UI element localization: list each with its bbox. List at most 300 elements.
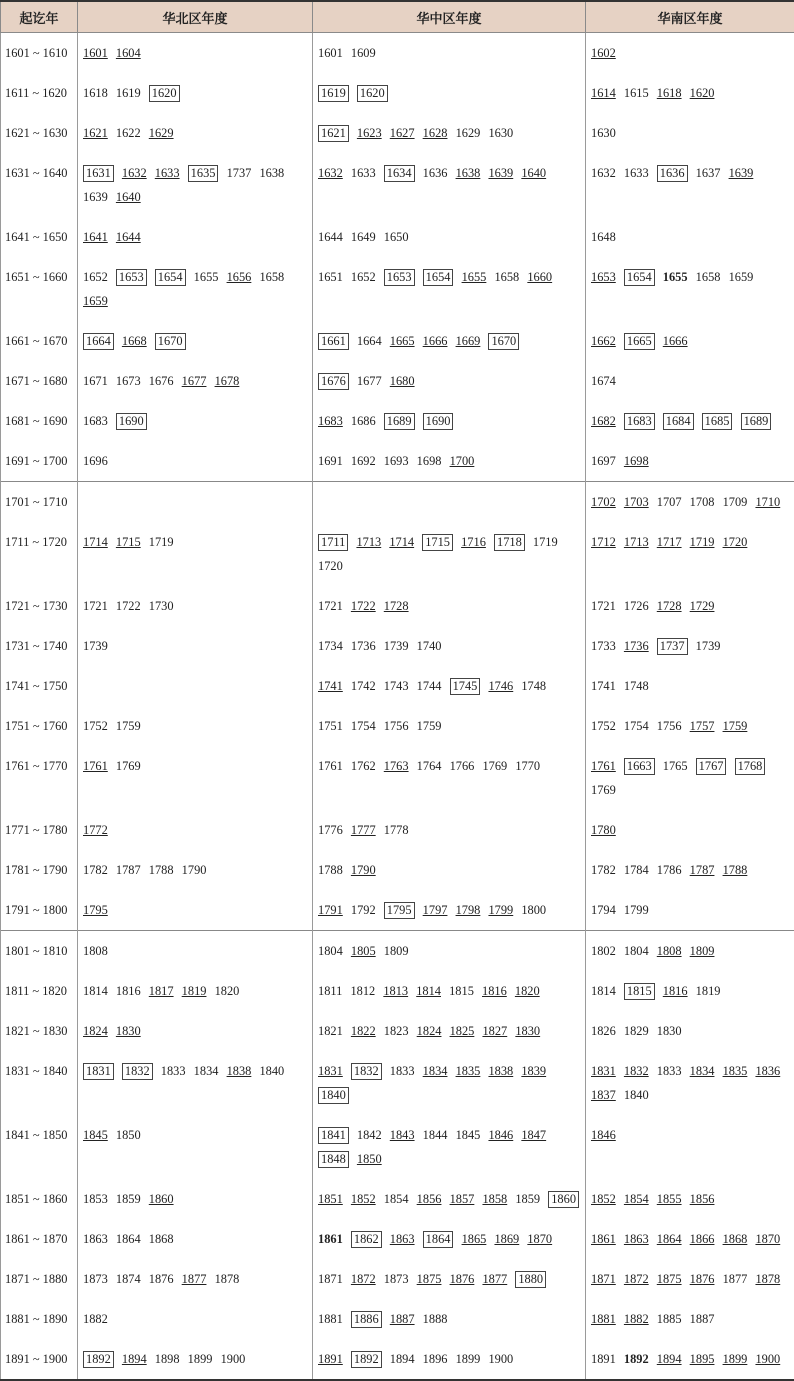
year-value: 1868 xyxy=(149,1227,174,1251)
year-value: 1689 xyxy=(741,413,772,430)
north-years-cell xyxy=(78,73,313,113)
year-value: 1742 xyxy=(351,674,376,698)
year-value: 1677 xyxy=(357,369,382,393)
table-row xyxy=(1,33,794,74)
south-years-cell xyxy=(586,153,794,217)
year-value: 1899 xyxy=(723,1347,748,1371)
year-value: 1644 xyxy=(116,225,141,249)
year-value: 1872 xyxy=(624,1267,649,1291)
year-value: 1833 xyxy=(657,1059,682,1083)
year-value: 1743 xyxy=(384,674,409,698)
year-value: 1655 xyxy=(663,265,688,289)
central-years-cell xyxy=(313,522,586,586)
year-value: 1834 xyxy=(690,1059,715,1083)
year-value: 1658 xyxy=(696,265,721,289)
year-range-cell: 1601 ~ 1610 xyxy=(1,33,78,74)
year-value: 1838 xyxy=(227,1059,252,1083)
year-value: 1654 xyxy=(423,269,454,286)
year-value: 1863 xyxy=(83,1227,108,1251)
table-row xyxy=(1,971,794,1011)
north-years-cell xyxy=(78,850,313,890)
north-years-cell xyxy=(78,257,313,321)
year-value: 1830 xyxy=(116,1019,141,1043)
year-range-cell: 1691 ~ 1700 xyxy=(1,441,78,482)
year-range-cell: 1761 ~ 1770 xyxy=(1,746,78,810)
year-value: 1860 xyxy=(149,1187,174,1211)
south-years-cell xyxy=(586,441,794,482)
year-value: 1745 xyxy=(450,678,481,695)
table-row xyxy=(1,73,794,113)
year-value: 1712 xyxy=(591,530,616,554)
year-value: 1825 xyxy=(450,1019,475,1043)
central-years-cell xyxy=(313,153,586,217)
year-value: 1686 xyxy=(351,409,376,433)
year-value: 1790 xyxy=(351,858,376,882)
year-value: 1633 xyxy=(155,161,180,185)
central-years-cell xyxy=(313,361,586,401)
year-value: 1722 xyxy=(351,594,376,618)
north-years-cell xyxy=(78,522,313,586)
year-value: 1640 xyxy=(521,161,546,185)
year-value: 1754 xyxy=(351,714,376,738)
year-value: 1746 xyxy=(488,674,513,698)
year-value: 1719 xyxy=(690,530,715,554)
south-years-cell xyxy=(586,113,794,153)
central-years-cell xyxy=(313,626,586,666)
north-years-cell xyxy=(78,321,313,361)
year-range-cell: 1711 ~ 1720 xyxy=(1,522,78,586)
south-years-cell xyxy=(586,850,794,890)
year-value: 1850 xyxy=(116,1123,141,1147)
year-value: 1873 xyxy=(384,1267,409,1291)
year-value: 1777 xyxy=(351,818,376,842)
year-value: 1864 xyxy=(657,1227,682,1251)
year-value: 1876 xyxy=(690,1267,715,1291)
year-value: 1654 xyxy=(624,269,655,286)
year-value: 1885 xyxy=(657,1307,682,1331)
year-value: 1693 xyxy=(384,449,409,473)
year-value: 1787 xyxy=(116,858,141,882)
year-value: 1623 xyxy=(357,121,382,145)
year-value: 1784 xyxy=(624,858,649,882)
year-value: 1718 xyxy=(494,534,525,551)
year-value: 1877 xyxy=(482,1267,507,1291)
header-north: 华北区年度 xyxy=(78,1,313,33)
year-value: 1765 xyxy=(663,754,688,778)
north-years-cell xyxy=(78,626,313,666)
year-value: 1768 xyxy=(735,758,766,775)
year-value: 1790 xyxy=(182,858,207,882)
header-south: 华南区年度 xyxy=(586,1,794,33)
year-value: 1817 xyxy=(149,979,174,1003)
table-row xyxy=(1,1051,794,1115)
year-value: 1763 xyxy=(384,754,409,778)
year-value: 1832 xyxy=(122,1063,153,1080)
south-years-cell xyxy=(586,586,794,626)
year-value: 1629 xyxy=(149,121,174,145)
year-value: 1813 xyxy=(383,979,408,1003)
year-range-cell: 1871 ~ 1880 xyxy=(1,1259,78,1299)
year-range-cell: 1771 ~ 1780 xyxy=(1,810,78,850)
year-value: 1852 xyxy=(591,1187,616,1211)
year-value: 1739 xyxy=(83,634,108,658)
year-value: 1631 xyxy=(83,165,114,182)
year-value: 1632 xyxy=(122,161,147,185)
year-value: 1713 xyxy=(624,530,649,554)
year-value: 1748 xyxy=(624,674,649,698)
year-value: 1868 xyxy=(723,1227,748,1251)
year-range-cell: 1781 ~ 1790 xyxy=(1,850,78,890)
year-range-cell: 1651 ~ 1660 xyxy=(1,257,78,321)
central-years-cell xyxy=(313,666,586,706)
year-value: 1756 xyxy=(384,714,409,738)
south-years-cell xyxy=(586,257,794,321)
year-value: 1836 xyxy=(755,1059,780,1083)
year-value: 1652 xyxy=(83,265,108,289)
year-range-cell: 1631 ~ 1640 xyxy=(1,153,78,217)
year-value: 1805 xyxy=(351,939,376,963)
year-value: 1882 xyxy=(83,1307,108,1331)
north-years-cell xyxy=(78,482,313,523)
year-value: 1861 xyxy=(318,1227,343,1251)
table-row xyxy=(1,1011,794,1051)
year-value: 1633 xyxy=(624,161,649,185)
year-value: 1629 xyxy=(456,121,481,145)
year-value: 1832 xyxy=(624,1059,649,1083)
year-value: 1682 xyxy=(591,409,616,433)
year-value: 1820 xyxy=(215,979,240,1003)
year-value: 1683 xyxy=(624,413,655,430)
year-value: 1632 xyxy=(591,161,616,185)
central-years-cell xyxy=(313,321,586,361)
year-value: 1639 xyxy=(83,185,108,209)
year-value: 1722 xyxy=(116,594,141,618)
central-years-cell xyxy=(313,257,586,321)
year-value: 1741 xyxy=(318,674,343,698)
south-years-cell xyxy=(586,73,794,113)
year-value: 1786 xyxy=(657,858,682,882)
year-value: 1894 xyxy=(657,1347,682,1371)
year-value: 1799 xyxy=(488,898,513,922)
year-value: 1769 xyxy=(591,778,616,802)
year-value: 1708 xyxy=(690,490,715,514)
year-value: 1656 xyxy=(227,265,252,289)
year-value: 1815 xyxy=(449,979,474,1003)
year-value: 1715 xyxy=(116,530,141,554)
year-value: 1676 xyxy=(318,373,349,390)
year-value: 1720 xyxy=(318,554,343,578)
year-range-cell: 1831 ~ 1840 xyxy=(1,1051,78,1115)
year-value: 1653 xyxy=(116,269,147,286)
table-row xyxy=(1,746,794,810)
year-value: 1895 xyxy=(690,1347,715,1371)
central-years-cell xyxy=(313,73,586,113)
south-years-cell xyxy=(586,626,794,666)
year-value: 1871 xyxy=(318,1267,343,1291)
year-value: 1851 xyxy=(318,1187,343,1211)
table-row xyxy=(1,1339,794,1380)
north-years-cell xyxy=(78,666,313,706)
year-value: 1892 xyxy=(624,1347,649,1371)
year-value: 1665 xyxy=(624,333,655,350)
north-years-cell xyxy=(78,361,313,401)
year-value: 1800 xyxy=(521,898,546,922)
year-value: 1601 xyxy=(318,41,343,65)
year-value: 1848 xyxy=(318,1151,349,1168)
year-value: 1655 xyxy=(462,265,487,289)
year-value: 1845 xyxy=(456,1123,481,1147)
year-value: 1653 xyxy=(384,269,415,286)
south-years-cell xyxy=(586,1011,794,1051)
year-value: 1737 xyxy=(227,161,252,185)
north-years-cell xyxy=(78,217,313,257)
year-value: 1628 xyxy=(423,121,448,145)
year-value: 1665 xyxy=(390,329,415,353)
year-value: 1877 xyxy=(182,1267,207,1291)
year-range-cell: 1611 ~ 1620 xyxy=(1,73,78,113)
central-years-cell xyxy=(313,931,586,972)
year-value: 1716 xyxy=(461,530,486,554)
south-years-cell xyxy=(586,217,794,257)
year-value: 1659 xyxy=(729,265,754,289)
header-range: 起讫年 xyxy=(1,1,78,33)
year-range-cell: 1881 ~ 1890 xyxy=(1,1299,78,1339)
table-row xyxy=(1,931,794,972)
year-value: 1882 xyxy=(624,1307,649,1331)
year-value: 1698 xyxy=(417,449,442,473)
year-value: 1899 xyxy=(188,1347,213,1371)
year-value: 1891 xyxy=(318,1347,343,1371)
year-value: 1809 xyxy=(384,939,409,963)
year-value: 1819 xyxy=(696,979,721,1003)
year-value: 1821 xyxy=(318,1019,343,1043)
year-value: 1860 xyxy=(548,1191,579,1208)
year-value: 1618 xyxy=(83,81,108,105)
year-value: 1637 xyxy=(696,161,721,185)
year-value: 1797 xyxy=(423,898,448,922)
table-row xyxy=(1,361,794,401)
year-value: 1690 xyxy=(116,413,147,430)
year-value: 1878 xyxy=(755,1267,780,1291)
year-value: 1856 xyxy=(690,1187,715,1211)
year-value: 1834 xyxy=(423,1059,448,1083)
year-value: 1759 xyxy=(116,714,141,738)
table-row xyxy=(1,113,794,153)
south-years-cell xyxy=(586,1259,794,1299)
year-value: 1654 xyxy=(155,269,186,286)
year-value: 1769 xyxy=(482,754,507,778)
year-value: 1633 xyxy=(351,161,376,185)
year-value: 1881 xyxy=(591,1307,616,1331)
year-range-cell: 1661 ~ 1670 xyxy=(1,321,78,361)
year-value: 1795 xyxy=(83,898,108,922)
year-range-cell: 1851 ~ 1860 xyxy=(1,1179,78,1219)
year-value: 1663 xyxy=(624,758,655,775)
year-value: 1685 xyxy=(702,413,733,430)
year-value: 1791 xyxy=(318,898,343,922)
year-value: 1714 xyxy=(389,530,414,554)
year-value: 1888 xyxy=(423,1307,448,1331)
year-value: 1640 xyxy=(116,185,141,209)
year-value: 1762 xyxy=(351,754,376,778)
year-value: 1876 xyxy=(450,1267,475,1291)
year-value: 1896 xyxy=(423,1347,448,1371)
year-value: 1650 xyxy=(384,225,409,249)
year-value: 1859 xyxy=(515,1187,540,1211)
table-row xyxy=(1,666,794,706)
central-years-cell xyxy=(313,971,586,1011)
year-value: 1847 xyxy=(521,1123,546,1147)
table-header xyxy=(1,1,794,33)
year-value: 1761 xyxy=(318,754,343,778)
year-value: 1827 xyxy=(482,1019,507,1043)
year-value: 1689 xyxy=(384,413,415,430)
year-value: 1756 xyxy=(657,714,682,738)
table-row xyxy=(1,482,794,523)
year-value: 1840 xyxy=(259,1059,284,1083)
year-range-cell: 1671 ~ 1680 xyxy=(1,361,78,401)
north-years-cell xyxy=(78,706,313,746)
year-value: 1728 xyxy=(384,594,409,618)
central-years-cell xyxy=(313,706,586,746)
year-value: 1799 xyxy=(624,898,649,922)
year-value: 1842 xyxy=(357,1123,382,1147)
year-value: 1820 xyxy=(515,979,540,1003)
year-value: 1621 xyxy=(83,121,108,145)
year-value: 1812 xyxy=(350,979,375,1003)
south-years-cell xyxy=(586,1219,794,1259)
year-value: 1754 xyxy=(624,714,649,738)
year-value: 1620 xyxy=(690,81,715,105)
south-years-cell xyxy=(586,522,794,586)
central-years-cell xyxy=(313,1299,586,1339)
year-value: 1872 xyxy=(351,1267,376,1291)
year-value: 1658 xyxy=(494,265,519,289)
north-years-cell xyxy=(78,1339,313,1380)
year-value: 1787 xyxy=(690,858,715,882)
year-value: 1660 xyxy=(527,265,552,289)
year-value: 1816 xyxy=(482,979,507,1003)
year-value: 1862 xyxy=(351,1231,382,1248)
year-value: 1839 xyxy=(521,1059,546,1083)
year-value: 1652 xyxy=(351,265,376,289)
central-years-cell xyxy=(313,850,586,890)
year-value: 1684 xyxy=(663,413,694,430)
header-central: 华中区年度 xyxy=(313,1,586,33)
year-value: 1837 xyxy=(591,1083,616,1107)
year-value: 1815 xyxy=(624,983,655,1000)
table-row xyxy=(1,586,794,626)
year-value: 1900 xyxy=(755,1347,780,1371)
year-value: 1634 xyxy=(384,165,415,182)
year-value: 1864 xyxy=(116,1227,141,1251)
north-years-cell xyxy=(78,441,313,482)
year-value: 1876 xyxy=(149,1267,174,1291)
year-value: 1795 xyxy=(384,902,415,919)
year-value: 1641 xyxy=(83,225,108,249)
year-value: 1761 xyxy=(591,754,616,778)
year-value: 1648 xyxy=(591,225,616,249)
year-value: 1661 xyxy=(318,333,349,350)
year-value: 1636 xyxy=(657,165,688,182)
year-value: 1751 xyxy=(318,714,343,738)
year-value: 1671 xyxy=(83,369,108,393)
year-value: 1769 xyxy=(116,754,141,778)
year-value: 1669 xyxy=(456,329,481,353)
year-value: 1857 xyxy=(450,1187,475,1211)
year-value: 1892 xyxy=(83,1351,114,1368)
year-value: 1873 xyxy=(83,1267,108,1291)
year-value: 1894 xyxy=(122,1347,147,1371)
year-value: 1840 xyxy=(318,1087,349,1104)
year-value: 1670 xyxy=(155,333,186,350)
year-value: 1875 xyxy=(417,1267,442,1291)
year-value: 1824 xyxy=(83,1019,108,1043)
central-years-cell xyxy=(313,482,586,523)
north-years-cell xyxy=(78,971,313,1011)
year-value: 1707 xyxy=(657,490,682,514)
year-value: 1713 xyxy=(356,530,381,554)
year-value: 1653 xyxy=(591,265,616,289)
table-row xyxy=(1,850,794,890)
table-body xyxy=(1,33,794,1381)
year-value: 1804 xyxy=(624,939,649,963)
table-row xyxy=(1,626,794,666)
central-years-cell xyxy=(313,746,586,810)
year-value: 1720 xyxy=(723,530,748,554)
central-years-cell xyxy=(313,1011,586,1051)
year-value: 1794 xyxy=(591,898,616,922)
table-row xyxy=(1,890,794,931)
year-value: 1823 xyxy=(384,1019,409,1043)
year-value: 1871 xyxy=(591,1267,616,1291)
year-value: 1664 xyxy=(357,329,382,353)
year-value: 1614 xyxy=(591,81,616,105)
year-value: 1719 xyxy=(149,530,174,554)
year-value: 1726 xyxy=(624,594,649,618)
south-years-cell xyxy=(586,890,794,931)
year-value: 1621 xyxy=(318,125,349,142)
year-value: 1814 xyxy=(416,979,441,1003)
year-value: 1788 xyxy=(149,858,174,882)
year-value: 1844 xyxy=(423,1123,448,1147)
year-range-cell: 1681 ~ 1690 xyxy=(1,401,78,441)
year-value: 1619 xyxy=(318,85,349,102)
year-value: 1811 xyxy=(318,979,342,1003)
table-row xyxy=(1,153,794,217)
year-value: 1819 xyxy=(182,979,207,1003)
year-value: 1717 xyxy=(657,530,682,554)
year-value: 1630 xyxy=(488,121,513,145)
year-value: 1620 xyxy=(357,85,388,102)
north-years-cell xyxy=(78,586,313,626)
south-years-cell xyxy=(586,361,794,401)
year-value: 1861 xyxy=(591,1227,616,1251)
year-value: 1865 xyxy=(462,1227,487,1251)
central-years-cell xyxy=(313,1051,586,1115)
year-value: 1833 xyxy=(390,1059,415,1083)
year-value: 1854 xyxy=(624,1187,649,1211)
year-value: 1788 xyxy=(318,858,343,882)
north-years-cell xyxy=(78,1115,313,1179)
south-years-cell xyxy=(586,810,794,850)
year-value: 1662 xyxy=(591,329,616,353)
north-years-cell xyxy=(78,890,313,931)
year-value: 1863 xyxy=(624,1227,649,1251)
year-value: 1736 xyxy=(351,634,376,658)
year-value: 1776 xyxy=(318,818,343,842)
year-value: 1651 xyxy=(318,265,343,289)
